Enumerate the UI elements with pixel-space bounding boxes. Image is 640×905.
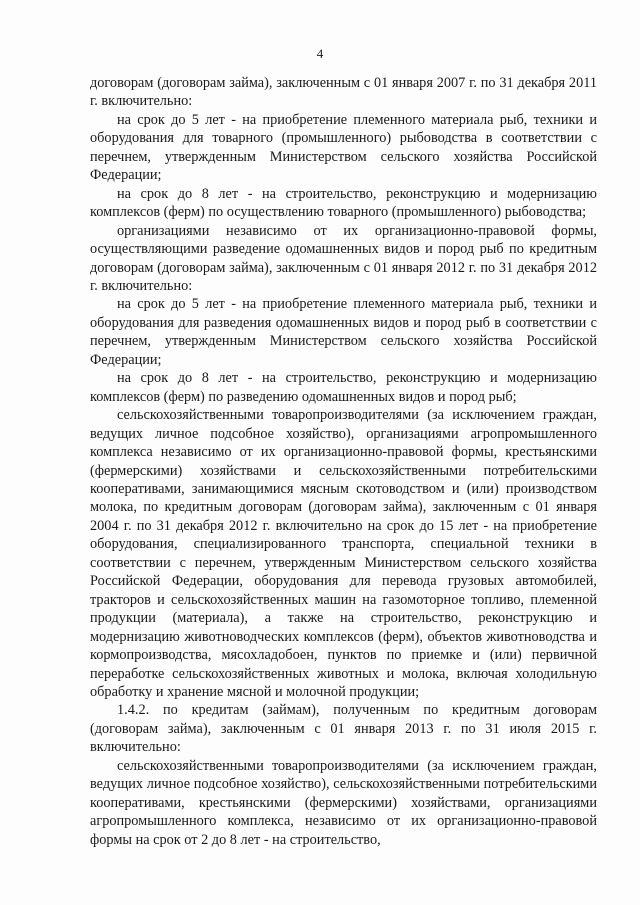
page-number: 4 xyxy=(316,46,324,61)
document-body xyxy=(90,74,597,849)
paragraph: 1.4.2. по кредитам (займам), полученным по кредитным договорам (договорам займа), заключенным с 01 января 2013 г. по 31 июля 2015 г. включительно: xyxy=(90,702,597,756)
paragraph: на срок до 5 лет - на приобретение племенного материала рыб, техники и оборудования для разведения одомашненных видов и пород рыб в соответствии с перечнем, утвержденным Министерством сельского хозяйства Российской Федерации; xyxy=(90,296,597,368)
paragraph: сельскохозяйственными товаропроизводителями (за исключением граждан, ведущих личное подсобное хозяйство), сельскохозяйственными потребительскими кооперативами, крестьянскими (фермерскими) хозяйствами, организациями агропромышленного комплекса, независимо от их организационно-правовой формы на срок от 2 до 8 лет - на строительство, xyxy=(90,757,597,848)
paragraph: на срок до 8 лет - на строительство, реконструкцию и модернизацию комплексов (ферм) по разведению одомашненных видов и пород рыб; xyxy=(90,370,597,405)
paragraph: на срок до 8 лет - на строительство, реконструкцию и модернизацию комплексов (ферм) по осуществлению товарного (промышленного) рыбоводства; xyxy=(90,185,597,221)
paragraph: организациями независимо от их организационно-правовой формы, осуществляющими разведение одомашненных видов и пород рыб по кредитным договорам (договорам займа), заключенным с 01 января 2012 г. по 31 декабря 2012 г. включительно: xyxy=(90,222,597,294)
paragraph: договорам (договорам займа), заключенным с 01 января 2007 г. по 31 декабря 2011 г. включительно: xyxy=(90,75,597,110)
paragraph: на срок до 5 лет - на приобретение племенного материала рыб, техники и оборудования для товарного (промышленного) рыбоводства в соответствии с перечнем, утвержденным Министерством сельского хозяйства Российской Федерации; xyxy=(90,111,597,184)
paragraph: сельскохозяйственными товаропроизводителями (за исключением граждан, ведущих личное подсобное хозяйство), организациями агропромышленного комплекса независимо от их организационно-правовой формы, крестьянскими (фермерскими) хозяйствами и сельскохозяйственными потребительскими кооперативами, занимающимися мясным скотоводством и (или) производством молока, по кредитным договорам (договорам займа), заключенным с 01 января 2004 г. по 31 декабря 2012 г. включительно на срок до 15 лет - на приобретение оборудования, специализированного транспорта, специальной техники в соответствии с перечнем, утвержденным Министерством сельского хозяйства Российской Федерации, оборудования для перевода грузовых автомобилей, тракторов и сельскохозяйственных машин на газомоторное топливо, племенной продукции (материала), а также на строительство, реконструкцию и модернизацию животноводческих комплексов (ферм), объектов животноводства и кормопроизводства, мясохладобоен, пунктов по приемке и (или) первичной переработке сельскохозяйственных животных и молока, включая холодильную обработку и хранение мясной и молочной продукции; xyxy=(90,407,597,700)
